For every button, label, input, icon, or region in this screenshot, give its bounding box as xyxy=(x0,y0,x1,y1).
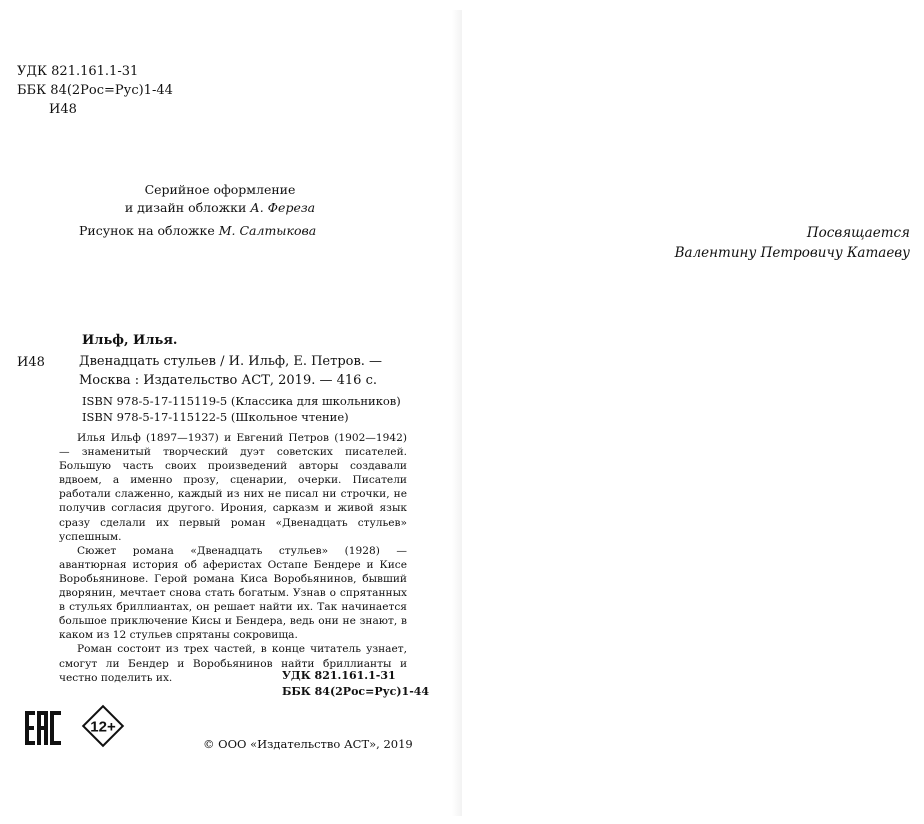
udk-code: УДК 821.161.1-31 xyxy=(17,64,139,79)
serial-design-credit xyxy=(100,181,340,217)
isbn-2: ISBN 978-5-17-115122-5 (Школьное чтение) xyxy=(82,410,349,424)
annotation-paragraph-2: Сюжет романа «Двенадцать стульев» (1928) — авантюрная история об аферистах Остапе Бендере и Кисе Воробьянинове. Герой романа Киса Воробьянинов, бывший дворянин, мечтает снова стать богатым. Узнав о спрятанных в стульях бриллиантах, он решает найти их. Так начинается большое приключение Кисы и Бендера, ведь они не знают, в каком из 12 стульев спрятаны сокровища. xyxy=(59,544,407,642)
age-rating-text: 12+ xyxy=(90,718,116,736)
classification-codes-bottom xyxy=(282,668,429,700)
bib-index: И48 xyxy=(17,355,45,370)
right-page xyxy=(462,0,924,824)
copyright: © ООО «Издательство АСТ», 2019 xyxy=(203,737,413,751)
classification-codes-top xyxy=(17,62,173,119)
cover-drawing-name: М. Салтыкова xyxy=(218,223,317,238)
annotation-paragraph-1: Илья Ильф (1897—1937) и Евгений Петров (1902—1942) — знаменитый творческий дуэт советских писателей. Большую часть своих произведений авторы создавали вдвоем, а именно прозу, сценарии, очерки. Писатели работали слаженно, каждый из них не писал ни строчки, не получив согласия другого. Ирония, сарказм и живой язык сразу сделали их первый роман «Двенадцать стульев» успешным. xyxy=(59,432,407,543)
serial-design-line2 xyxy=(100,199,340,217)
serial-design-line1: Серийное оформление xyxy=(144,182,296,197)
dedication-line-1: Посвящается xyxy=(806,225,910,241)
serial-design-name: А. Фереза xyxy=(250,200,316,215)
annotation xyxy=(59,431,407,685)
serial-design-line2-prefix: и дизайн обложки xyxy=(124,200,247,215)
bbk-code-bottom: ББК 84(2Рос=Рус)1-44 xyxy=(282,685,430,698)
cover-drawing-prefix: Рисунок на обложке xyxy=(79,223,215,238)
index-code: И48 xyxy=(49,102,77,117)
cover-drawing-credit xyxy=(79,223,316,238)
udk-code-bottom: УДК 821.161.1-31 xyxy=(282,669,396,682)
author-heading: Ильф, Илья. xyxy=(82,333,178,348)
isbn-1: ISBN 978-5-17-115119-5 (Классика для школьников) xyxy=(82,394,401,408)
age-rating-diamond-icon xyxy=(80,703,126,749)
dedication-line-2: Валентину Петровичу Катаеву xyxy=(674,245,910,261)
annotation-paragraph-3: Роман состоит из трех частей, в конце читатель узнает, смогут ли Бендер и Воробьянинов найти бриллианты и честно поделить их. xyxy=(59,643,407,684)
bbk-code: ББК 84(2Рос=Рус)1-44 xyxy=(17,83,173,98)
bib-description: Двенадцать стульев / И. Ильф, Е. Петров. — Москва : Издательство АСТ, 2019. — 416 с. xyxy=(79,354,383,388)
eac-mark-icon xyxy=(24,710,62,746)
isbn-block xyxy=(82,393,401,425)
age-rating-badge xyxy=(80,703,126,749)
